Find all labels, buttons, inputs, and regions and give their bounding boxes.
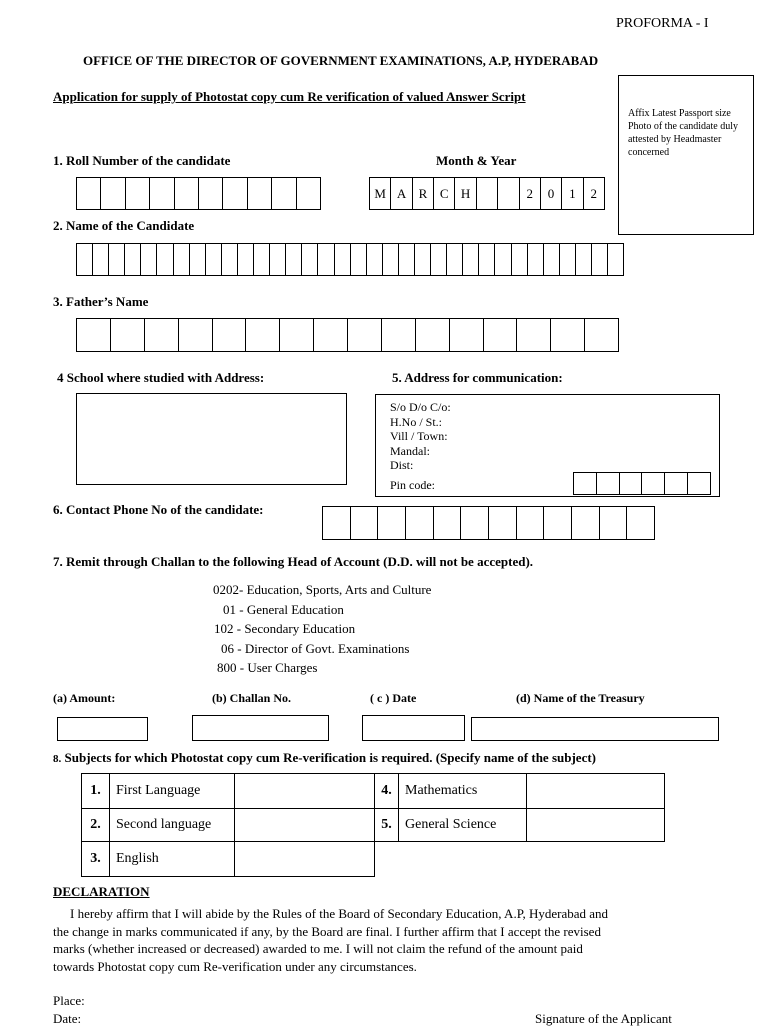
roll-number-label: 1. Roll Number of the candidate (53, 153, 231, 168)
subject-entry-cell[interactable] (527, 774, 665, 809)
char-box[interactable] (592, 243, 608, 276)
name-boxes[interactable] (76, 243, 624, 276)
char-box: H (455, 177, 476, 210)
date-label: ( c ) Date (370, 691, 417, 705)
subject-entry-cell[interactable] (235, 842, 375, 877)
table-row (82, 774, 665, 809)
school-label: 4 School where studied with Address: (57, 370, 265, 385)
char-box[interactable] (544, 243, 560, 276)
char-box[interactable] (447, 243, 463, 276)
char-box[interactable] (665, 472, 688, 495)
char-box[interactable] (335, 243, 351, 276)
subject-entry-cell[interactable] (235, 809, 375, 842)
char-box[interactable] (450, 318, 484, 352)
account-line: 01 - General Education (223, 601, 344, 617)
phone-number-boxes[interactable] (322, 506, 655, 540)
char-box[interactable] (157, 243, 173, 276)
char-box: 2 (520, 177, 541, 210)
char-box[interactable] (351, 243, 367, 276)
account-line: 0202- Education, Sports, Arts and Culture (213, 582, 432, 597)
subject-name: General Science (399, 809, 527, 842)
char-box[interactable] (93, 243, 109, 276)
father-name-label: 3. Father’s Name (53, 294, 149, 309)
char-box[interactable] (297, 177, 321, 210)
char-box[interactable] (479, 243, 495, 276)
month-year-boxes (369, 177, 605, 210)
account-line: 06 - Director of Govt. Examinations (221, 640, 410, 656)
char-box[interactable] (576, 243, 592, 276)
subject-name: Second language (110, 809, 235, 842)
char-box[interactable] (351, 506, 379, 540)
treasury-label: (d) Name of the Treasury (516, 691, 645, 705)
challan-date-input[interactable] (362, 715, 465, 741)
char-box: 0 (541, 177, 562, 210)
declaration-line: marks (whether increased or decreased) awarded to me. I will not claim the refund of the amount paid (53, 941, 583, 956)
subject-number: 4. (375, 774, 399, 809)
char-box[interactable] (378, 506, 406, 540)
table-row (82, 842, 665, 877)
table-row (82, 809, 665, 842)
char-box[interactable] (597, 472, 620, 495)
char-box[interactable] (254, 243, 270, 276)
amount-input[interactable] (57, 717, 148, 741)
char-box[interactable] (223, 177, 247, 210)
char-box[interactable] (600, 506, 628, 540)
remit-heading: 7. Remit through Challan to the following Head of Account (D.D. will not be accepted). (53, 554, 534, 569)
char-box[interactable] (406, 506, 434, 540)
treasury-input[interactable] (471, 717, 719, 741)
office-title: OFFICE OF THE DIRECTOR OF GOVERNMENT EXAMINATIONS, A.P, HYDERABAD (83, 53, 599, 68)
declaration-line: I hereby affirm that I will abide by the Rules of the Board of Secondary Education, A.P, Hyderabad and (70, 906, 609, 921)
char-box: M (370, 177, 391, 210)
char-box[interactable] (572, 506, 600, 540)
char-box[interactable] (272, 177, 296, 210)
subject-number: 3. (82, 842, 110, 877)
char-box[interactable] (512, 243, 528, 276)
char-box[interactable] (270, 243, 286, 276)
father-name-boxes[interactable] (76, 318, 619, 352)
char-box[interactable] (199, 177, 223, 210)
account-line: 800 - User Charges (217, 660, 318, 675)
account-line: 102 - Secondary Education (214, 621, 356, 636)
char-box[interactable] (190, 243, 206, 276)
subject-name: First Language (110, 774, 235, 809)
char-box[interactable] (688, 472, 711, 495)
char-box[interactable] (434, 506, 462, 540)
subjects-table (81, 773, 665, 877)
char-box[interactable] (461, 506, 489, 540)
char-box[interactable] (382, 318, 416, 352)
char-box[interactable] (560, 243, 576, 276)
char-box: R (413, 177, 434, 210)
head-of-account-list (213, 580, 431, 678)
subject-number: 1. (82, 774, 110, 809)
subject-name: English (110, 842, 235, 877)
photo-box[interactable] (618, 75, 754, 235)
address-line-label: H.No / St.: (390, 414, 443, 429)
declaration-title: DECLARATION (53, 884, 150, 899)
char-box[interactable] (489, 506, 517, 540)
char-box[interactable] (367, 243, 383, 276)
char-box: 2 (584, 177, 605, 210)
declaration-text (53, 905, 715, 975)
char-box[interactable] (238, 243, 254, 276)
char-box[interactable] (517, 318, 551, 352)
char-box: A (391, 177, 412, 210)
subjects-heading-text: Subjects for which Photostat copy cum Re-verification is required. (Specify name of the subject) (64, 750, 596, 765)
char-box[interactable] (620, 472, 643, 495)
char-box[interactable] (77, 243, 93, 276)
pin-code-boxes[interactable] (573, 472, 711, 495)
char-box[interactable] (574, 472, 597, 495)
application-title: Application for supply of Photostat copy cum Re verification of valued Answer Script (53, 89, 526, 104)
char-box[interactable] (109, 243, 125, 276)
declaration-line: towards Photostat copy cum Re-verification under any circumstances. (53, 958, 417, 974)
char-box[interactable] (280, 318, 314, 352)
subjects-heading-number: 8. (53, 753, 62, 765)
char-box[interactable] (318, 243, 334, 276)
char-box: 1 (562, 177, 583, 210)
address-line-label: Mandal: (390, 443, 430, 458)
challan-label: (b) Challan No. (212, 691, 292, 705)
photo-instruction: Affix Latest Passport size Photo of the candidate duly attested by Headmaster concerned (628, 108, 738, 158)
char-box[interactable] (314, 318, 348, 352)
char-box[interactable] (213, 318, 247, 352)
month-year-label: Month & Year (436, 153, 517, 168)
char-box[interactable] (544, 506, 572, 540)
char-box: C (434, 177, 455, 210)
pin-code-label: Pin code: (390, 478, 435, 492)
char-box[interactable] (286, 243, 302, 276)
char-box[interactable] (248, 177, 272, 210)
char-box[interactable] (463, 243, 479, 276)
subject-entry-cell[interactable] (235, 774, 375, 809)
char-box[interactable] (608, 243, 624, 276)
signature-label: Signature of the Applicant (535, 1011, 672, 1026)
char-box[interactable] (77, 177, 101, 210)
char-box[interactable] (125, 243, 141, 276)
address-label: 5. Address for communication: (392, 370, 563, 385)
subject-name: Mathematics (399, 774, 527, 809)
char-box[interactable] (585, 318, 619, 352)
char-box[interactable] (517, 506, 545, 540)
char-box[interactable] (150, 177, 174, 210)
char-box[interactable] (528, 243, 544, 276)
char-box[interactable] (174, 243, 190, 276)
char-box[interactable] (495, 243, 511, 276)
char-box[interactable] (416, 318, 450, 352)
name-label: 2. Name of the Candidate (53, 218, 195, 233)
char-box[interactable] (415, 243, 431, 276)
date-footer-label: Date: (53, 1011, 82, 1026)
char-box[interactable] (111, 318, 145, 352)
char-box[interactable] (222, 243, 238, 276)
char-box[interactable] (77, 318, 111, 352)
char-box[interactable] (642, 472, 665, 495)
char-box (498, 177, 519, 210)
char-box[interactable] (399, 243, 415, 276)
char-box[interactable] (383, 243, 399, 276)
char-box[interactable] (206, 243, 222, 276)
subject-number: 5. (375, 809, 399, 842)
char-box[interactable] (126, 177, 150, 210)
subject-number: 2. (82, 809, 110, 842)
char-box[interactable] (323, 506, 351, 540)
declaration-line: the change in marks communicated if any, by the Board are final. I further affirm that I accept the revised (53, 923, 601, 939)
address-line-label: Dist: (390, 458, 414, 472)
challan-number-input[interactable] (192, 715, 329, 741)
address-line-label: S/o D/o C/o: (390, 400, 451, 414)
char-box[interactable] (627, 506, 655, 540)
char-box[interactable] (141, 243, 157, 276)
char-box (477, 177, 498, 210)
address-line-label: Vill / Town: (390, 429, 448, 443)
phone-label: 6. Contact Phone No of the candidate: (53, 502, 264, 517)
char-box[interactable] (145, 318, 179, 352)
char-box[interactable] (246, 318, 280, 352)
school-address-box[interactable] (76, 393, 347, 485)
proforma-label: PROFORMA - I (616, 16, 709, 31)
place-label: Place: (53, 993, 85, 1008)
char-box[interactable] (348, 318, 382, 352)
char-box[interactable] (175, 177, 199, 210)
subjects-heading (53, 750, 596, 766)
char-box[interactable] (551, 318, 585, 352)
char-box[interactable] (101, 177, 125, 210)
amount-label: (a) Amount: (53, 691, 116, 705)
subject-entry-cell[interactable] (527, 809, 665, 842)
roll-number-boxes[interactable] (76, 177, 321, 210)
char-box[interactable] (431, 243, 447, 276)
char-box[interactable] (484, 318, 518, 352)
char-box[interactable] (302, 243, 318, 276)
char-box[interactable] (179, 318, 213, 352)
